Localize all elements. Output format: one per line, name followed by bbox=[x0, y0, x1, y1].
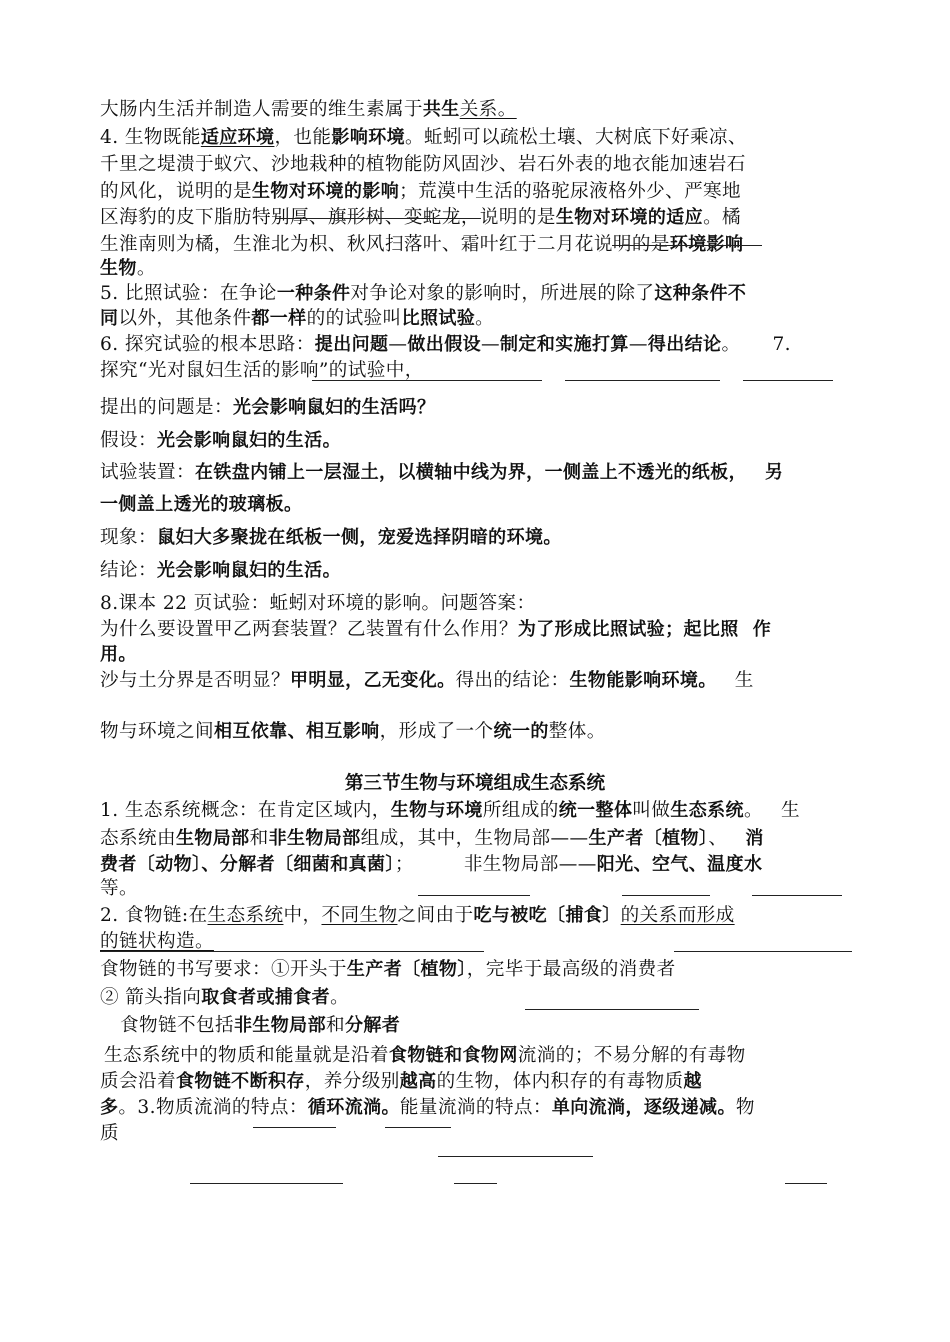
text: 试验装置： bbox=[100, 462, 195, 483]
answer: 鼠妇大多聚拢在纸板一侧，宠爱选择阴暗的环境。 bbox=[156, 527, 562, 548]
answer: 越高 bbox=[399, 1071, 437, 1092]
text: 物与环境之间 bbox=[100, 721, 214, 742]
line-16 bbox=[100, 525, 562, 550]
answer: 费者〔动物〕、分解者〔细菌和真菌〕 bbox=[100, 854, 395, 875]
line-35 bbox=[100, 1121, 119, 1146]
answer: 光会影响鼠妇的生活。 bbox=[156, 560, 341, 581]
text: 中， bbox=[283, 905, 322, 926]
text: 提出的问题是： bbox=[100, 397, 233, 418]
text: 食物链不包括 bbox=[120, 1015, 234, 1036]
answer: 生产者〔植物〕 bbox=[346, 959, 467, 980]
line-12 bbox=[100, 395, 435, 420]
answer: 为了形成比照试验；起比照 bbox=[517, 619, 739, 640]
text: 沙与土分界是否明显？ bbox=[100, 670, 290, 691]
answer: 作 bbox=[752, 619, 772, 640]
answer: 相互依靠、相互影响 bbox=[213, 721, 380, 742]
line-21 bbox=[100, 668, 754, 693]
blank-underline bbox=[674, 951, 852, 952]
answer: 循环流淌。 bbox=[307, 1097, 400, 1118]
text: 食物链的书写要求：①开头于 bbox=[100, 959, 347, 980]
text: ；荒漠中生活的骆驼尿液格外少、严寒地 bbox=[399, 181, 742, 202]
blank-underline bbox=[190, 1183, 343, 1184]
text: 和 bbox=[249, 828, 269, 849]
answer: 单向流淌，逐级递减。 bbox=[551, 1097, 736, 1118]
answer: 制定和实施打算 bbox=[500, 334, 629, 355]
text: 1. 生态系统概念：在肯定区域内， bbox=[100, 800, 391, 821]
text: 7. bbox=[772, 334, 791, 355]
blank-underline bbox=[312, 380, 542, 381]
text: 6. 探究试验的根本思路： bbox=[100, 334, 315, 355]
text: 的风化，说明的是 bbox=[100, 181, 252, 202]
blank-underline bbox=[785, 1183, 827, 1184]
answer: 适应环境 bbox=[200, 127, 275, 148]
answer: 甲明显，乙无变化。 bbox=[289, 670, 456, 691]
answer: 吃与被吃〔捕食〕 bbox=[473, 905, 621, 926]
blank-underline bbox=[438, 1156, 593, 1157]
line-30 bbox=[100, 985, 349, 1010]
answer: 环境影响 bbox=[669, 234, 744, 255]
text: 态系统由 bbox=[100, 828, 176, 849]
text: 的的试验叫 bbox=[306, 308, 402, 329]
answer: 越 bbox=[683, 1071, 702, 1092]
line-01 bbox=[100, 97, 517, 122]
line-08 bbox=[100, 281, 746, 306]
line-04 bbox=[100, 179, 741, 204]
blank-underline bbox=[253, 1127, 336, 1128]
answer: 消 bbox=[745, 828, 764, 849]
text: ； bbox=[394, 854, 414, 875]
strike-line bbox=[612, 245, 762, 246]
answer: 一侧盖上透光的玻璃板。 bbox=[100, 494, 303, 515]
answer: 统一整体 bbox=[558, 800, 633, 821]
text: 2. 食物链:在 bbox=[100, 905, 208, 926]
answer: 这种条件不 bbox=[654, 283, 747, 304]
line-10 bbox=[100, 332, 791, 357]
answer: 分解者 bbox=[344, 1015, 401, 1036]
text: 生淮南则为橘，生淮北为枳、秋风扫落叶、霜叶红于二月花说明的是 bbox=[100, 234, 670, 255]
text: ，完毕于最高级的消费者 bbox=[466, 959, 676, 980]
answer: 影响环境 bbox=[331, 127, 406, 148]
line-25 bbox=[100, 852, 762, 877]
answer: 生物局部 bbox=[175, 828, 250, 849]
text: — bbox=[388, 334, 408, 355]
text: 整体。 bbox=[548, 721, 606, 742]
answer: 一种条件 bbox=[276, 283, 351, 304]
blank-underline bbox=[743, 380, 833, 381]
text: 区海豹的皮下脂肪特别厚、旗形树、变蛇龙，说明的是 bbox=[100, 207, 556, 228]
text: 大肠内生活并制造人需要的维生素属于 bbox=[100, 99, 423, 120]
blank-underline bbox=[565, 380, 720, 381]
line-15 bbox=[100, 492, 302, 517]
text: — bbox=[628, 334, 648, 355]
answer: 都一样 bbox=[251, 308, 307, 329]
answer: 生产者〔植物〕 bbox=[588, 828, 709, 849]
answer: 光会影响鼠妇的生活。 bbox=[156, 430, 341, 451]
text: ，形成了一个 bbox=[379, 721, 494, 742]
text: 。 bbox=[136, 258, 156, 279]
text: 现象： bbox=[100, 527, 157, 548]
text: 千里之堤溃于蚁穴、沙地栽种的植物能防风固沙、岩石外表的地衣能加速岩石 bbox=[100, 154, 746, 175]
text: 和 bbox=[325, 1015, 345, 1036]
blank-underline bbox=[525, 1009, 699, 1010]
text: 4. 生物既能 bbox=[100, 127, 201, 148]
blank-underline bbox=[752, 895, 842, 896]
text: — bbox=[481, 334, 501, 355]
blank-underline bbox=[100, 951, 484, 952]
text: 。3.物质流淌的特点： bbox=[118, 1097, 308, 1118]
blank-underline bbox=[454, 1183, 497, 1184]
text: ，也能 bbox=[274, 127, 332, 148]
answer: 光会影响鼠妇的生活吗？ bbox=[232, 397, 436, 418]
answer: 比照试验 bbox=[401, 308, 476, 329]
answer: 取食者或捕食者 bbox=[201, 987, 331, 1008]
line-22 bbox=[100, 719, 606, 744]
text: 、 bbox=[708, 828, 728, 849]
text: 为什么要设置甲乙两套装置？乙装置有什么作用？ bbox=[100, 619, 518, 640]
strike-line bbox=[276, 218, 481, 219]
answer: 生物 bbox=[100, 258, 137, 279]
line-26 bbox=[100, 876, 138, 901]
answer: 生物对环境的影响 bbox=[251, 181, 400, 202]
text: 关系。 bbox=[459, 99, 517, 120]
answer: 生物与环境 bbox=[390, 800, 483, 821]
text: 得出的结论： bbox=[455, 670, 570, 691]
line-03 bbox=[100, 152, 746, 177]
text: 。 bbox=[330, 987, 350, 1008]
text: 之间由于 bbox=[397, 905, 474, 926]
text: 生态系统 bbox=[207, 905, 284, 926]
text: 。 bbox=[721, 334, 741, 355]
answer: 提出问题 bbox=[314, 334, 389, 355]
line-27 bbox=[100, 903, 735, 928]
text: 。 bbox=[743, 800, 763, 821]
text: 质 bbox=[100, 1123, 119, 1144]
answer: 多 bbox=[100, 1097, 119, 1118]
text: 不同生物 bbox=[321, 905, 398, 926]
answer: 生物对环境的适应 bbox=[555, 207, 704, 228]
line-18 bbox=[100, 591, 536, 616]
text: ② 箭头指向 bbox=[100, 987, 202, 1008]
text: 质会沿着 bbox=[100, 1071, 176, 1092]
text: 物 bbox=[735, 1097, 755, 1118]
text: 所组成的 bbox=[482, 800, 559, 821]
answer: 非生物局部 bbox=[268, 828, 361, 849]
line-34 bbox=[100, 1095, 755, 1120]
answer: 统一的 bbox=[493, 721, 549, 742]
answer: 食物链不断积存 bbox=[175, 1071, 305, 1092]
text: 非生物局部—— bbox=[463, 854, 597, 875]
text: 等。 bbox=[100, 878, 138, 899]
section-title: 第三节生物与环境组成生态系统 bbox=[344, 773, 606, 794]
text: 组成，其中，生物局部—— bbox=[360, 828, 589, 849]
answer: 得出结论 bbox=[647, 334, 722, 355]
text: 假设： bbox=[100, 430, 157, 451]
text: ，养分级别 bbox=[304, 1071, 400, 1092]
text: 生 bbox=[780, 800, 800, 821]
answer-symbiosis: 共生 bbox=[422, 99, 460, 120]
text: 叫做 bbox=[632, 800, 671, 821]
line-24 bbox=[100, 826, 764, 851]
text: 能量流淌的特点： bbox=[399, 1097, 552, 1118]
blank-underline bbox=[385, 1127, 451, 1128]
answer: 在铁盘内铺上一层湿土，以横轴中线为界，一侧盖上不透光的纸板， bbox=[194, 462, 747, 483]
text: 生 bbox=[734, 670, 754, 691]
line-14 bbox=[100, 460, 783, 485]
answer: 用。 bbox=[100, 644, 137, 665]
text: 生态系统中的物质和能量就是沿着 bbox=[104, 1045, 389, 1066]
text: 。蚯蚓可以疏松土壤、大树底下好乘凉、 bbox=[405, 127, 747, 148]
text: 。 bbox=[475, 308, 495, 329]
answer: 生物能影响环境。 bbox=[569, 670, 717, 691]
text: 的链状构造。 bbox=[100, 931, 214, 952]
text: 8.课本 22 页试验：蚯蚓对环境的影响。问题答案： bbox=[100, 593, 536, 614]
line-23 bbox=[100, 798, 800, 823]
answer: 生态系统 bbox=[670, 800, 744, 821]
line-33 bbox=[100, 1069, 702, 1094]
line-29 bbox=[100, 957, 676, 982]
text: 的生物，体内积存的有毒物质 bbox=[436, 1071, 684, 1092]
text: 对争论对象的影响时，所进展的除了 bbox=[350, 283, 655, 304]
text: 的关系而形成 bbox=[620, 905, 735, 926]
blank-underline bbox=[622, 895, 710, 896]
line-20 bbox=[100, 642, 137, 667]
blank-underline bbox=[418, 895, 530, 896]
answer: 阳光、空气、温度水 bbox=[596, 854, 763, 875]
line-07 bbox=[100, 256, 156, 281]
line-19 bbox=[100, 617, 771, 642]
answer: 做出假设 bbox=[407, 334, 482, 355]
line-32 bbox=[104, 1043, 746, 1068]
line-13 bbox=[100, 428, 341, 453]
text: 以外，其他条件 bbox=[118, 308, 252, 329]
answer: 同 bbox=[100, 308, 119, 329]
text: 流淌的；不易分解的有毒物 bbox=[517, 1045, 746, 1066]
line-17 bbox=[100, 558, 341, 583]
answer: 食物链和食物网 bbox=[388, 1045, 518, 1066]
line-31 bbox=[120, 1013, 400, 1038]
line-02 bbox=[100, 125, 747, 150]
text: 。橘 bbox=[703, 207, 742, 228]
line-09 bbox=[100, 306, 494, 331]
text: 结论： bbox=[100, 560, 157, 581]
answer: 另 bbox=[764, 462, 784, 483]
text: 探究“光对鼠妇生活的影响”的试验中， bbox=[100, 360, 424, 381]
answer: 非生物局部 bbox=[233, 1015, 326, 1036]
text: 5. 比照试验：在争论 bbox=[100, 283, 277, 304]
